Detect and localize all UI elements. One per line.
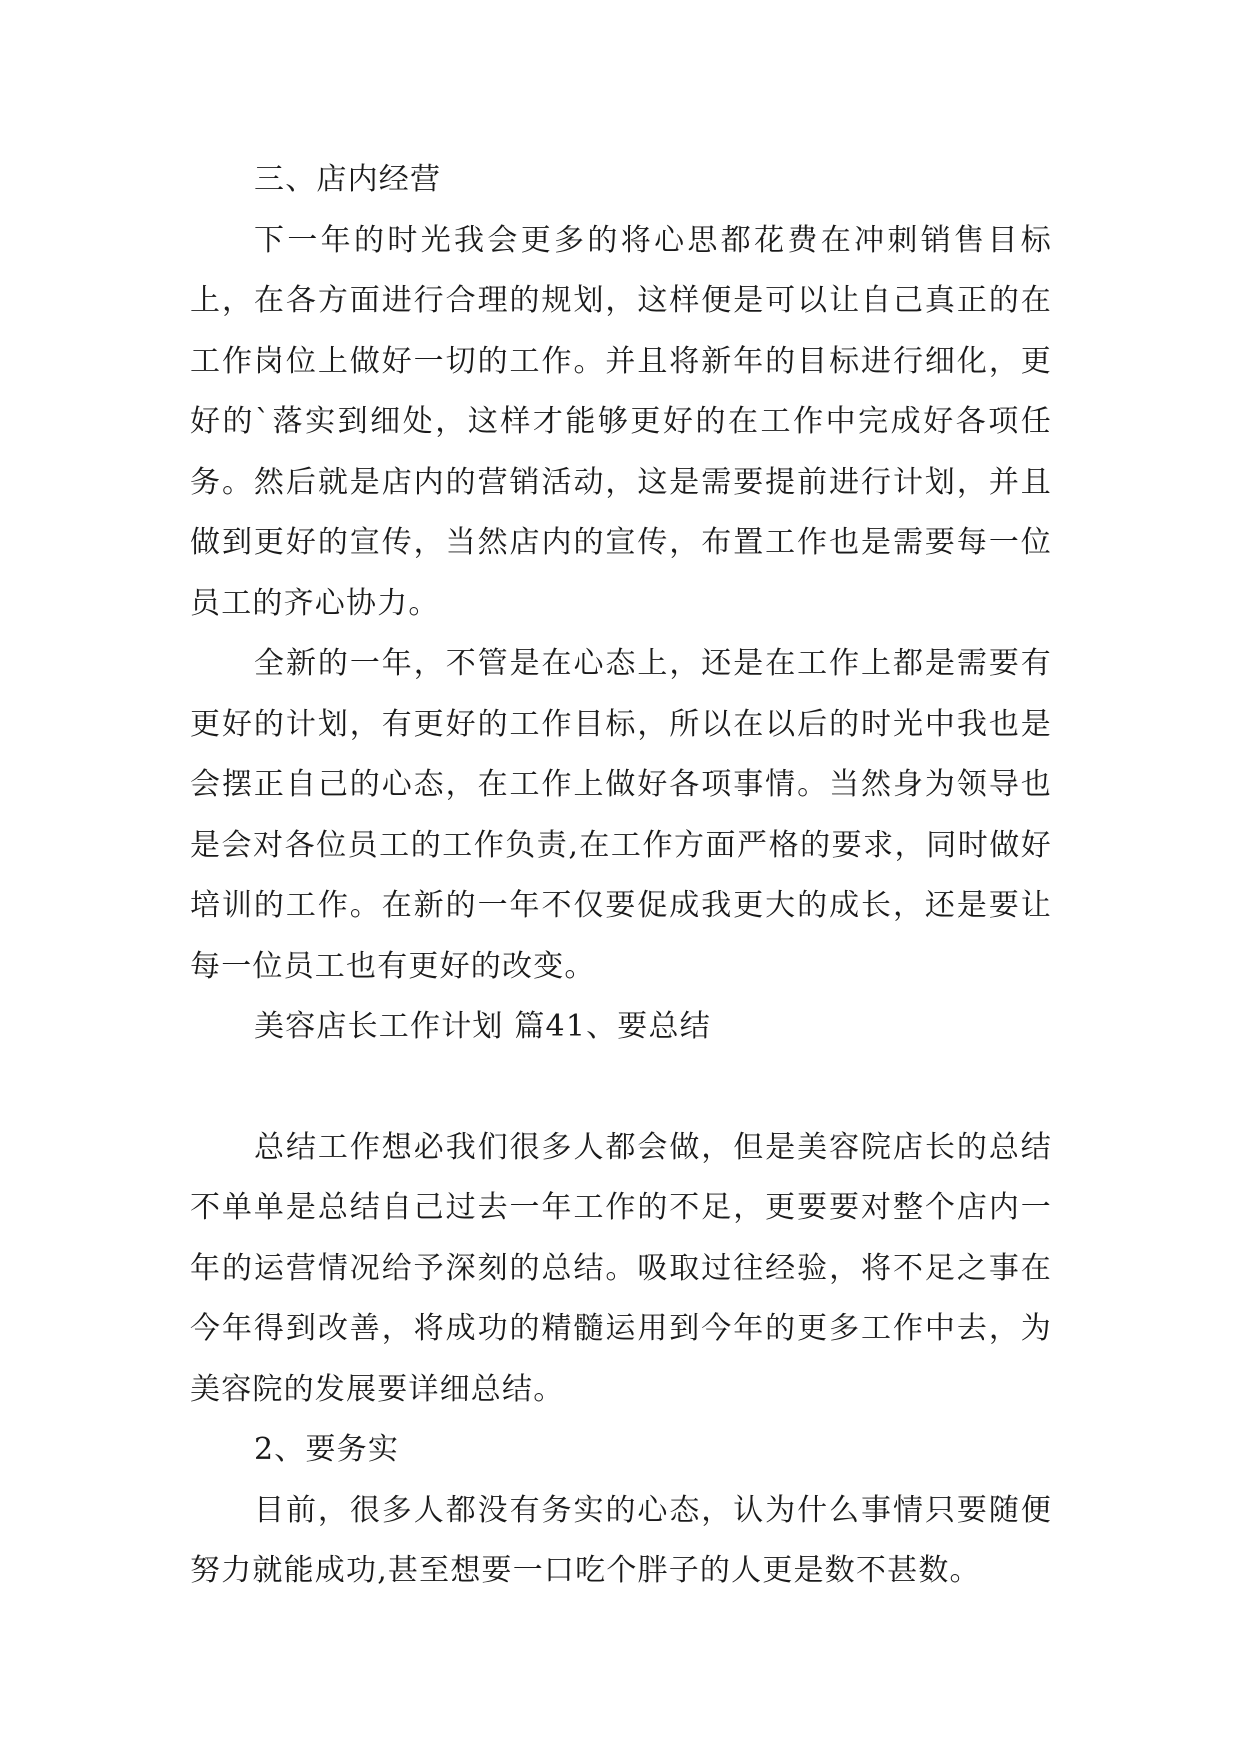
section-heading: 美容店长工作计划 篇41、要总结 [254, 1009, 711, 1044]
section-heading: 2、要务实 [254, 1432, 400, 1467]
paragraph-spacer [190, 1058, 1052, 1118]
body-paragraph: 总结工作想必我们很多人都会做，但是美容院店长的总结不单单是总结自己过去一年工作的不足，更要要对整个店内一年的运营情况给予深刻的总结。吸取过往经验，将不足之事在今年得到改善，将成功的精髓运用到今年的更多工作中去，为美容院的发展要详细总结。 [190, 1129, 1052, 1407]
section-heading: 三、店内经营 [254, 162, 442, 197]
document-page [190, 150, 1052, 1602]
body-paragraph: 全新的一年，不管是在心态上，还是在工作上都是需要有更好的计划，有更好的工作目标，所以在以后的时光中我也是会摆正自己的心态，在工作上做好各项事情。当然身为领导也是会对各位员工的工作负责,在工作方面严格的要求，同时做好培训的工作。在新的一年不仅要促成我更大的成长，还是要让每一位员工也有更好的改变。 [190, 646, 1052, 984]
body-paragraph: 目前，很多人都没有务实的心态，认为什么事情只要随便努力就能成功,甚至想要一口吃个胖子的人更是数不甚数。 [190, 1492, 1052, 1588]
body-paragraph: 下一年的时光我会更多的将心思都花费在冲刺销售目标上，在各方面进行合理的规划，这样便是可以让自己真正的在工作岗位上做好一切的工作。并且将新年的目标进行细化，更好的`落实到细处，这样才能够更好的在工作中完成好各项任务。然后就是店内的营销活动，这是需要提前进行计划，并且做到更好的宣传，当然店内的宣传，布置工作也是需要每一位员工的齐心协力。 [190, 222, 1052, 621]
